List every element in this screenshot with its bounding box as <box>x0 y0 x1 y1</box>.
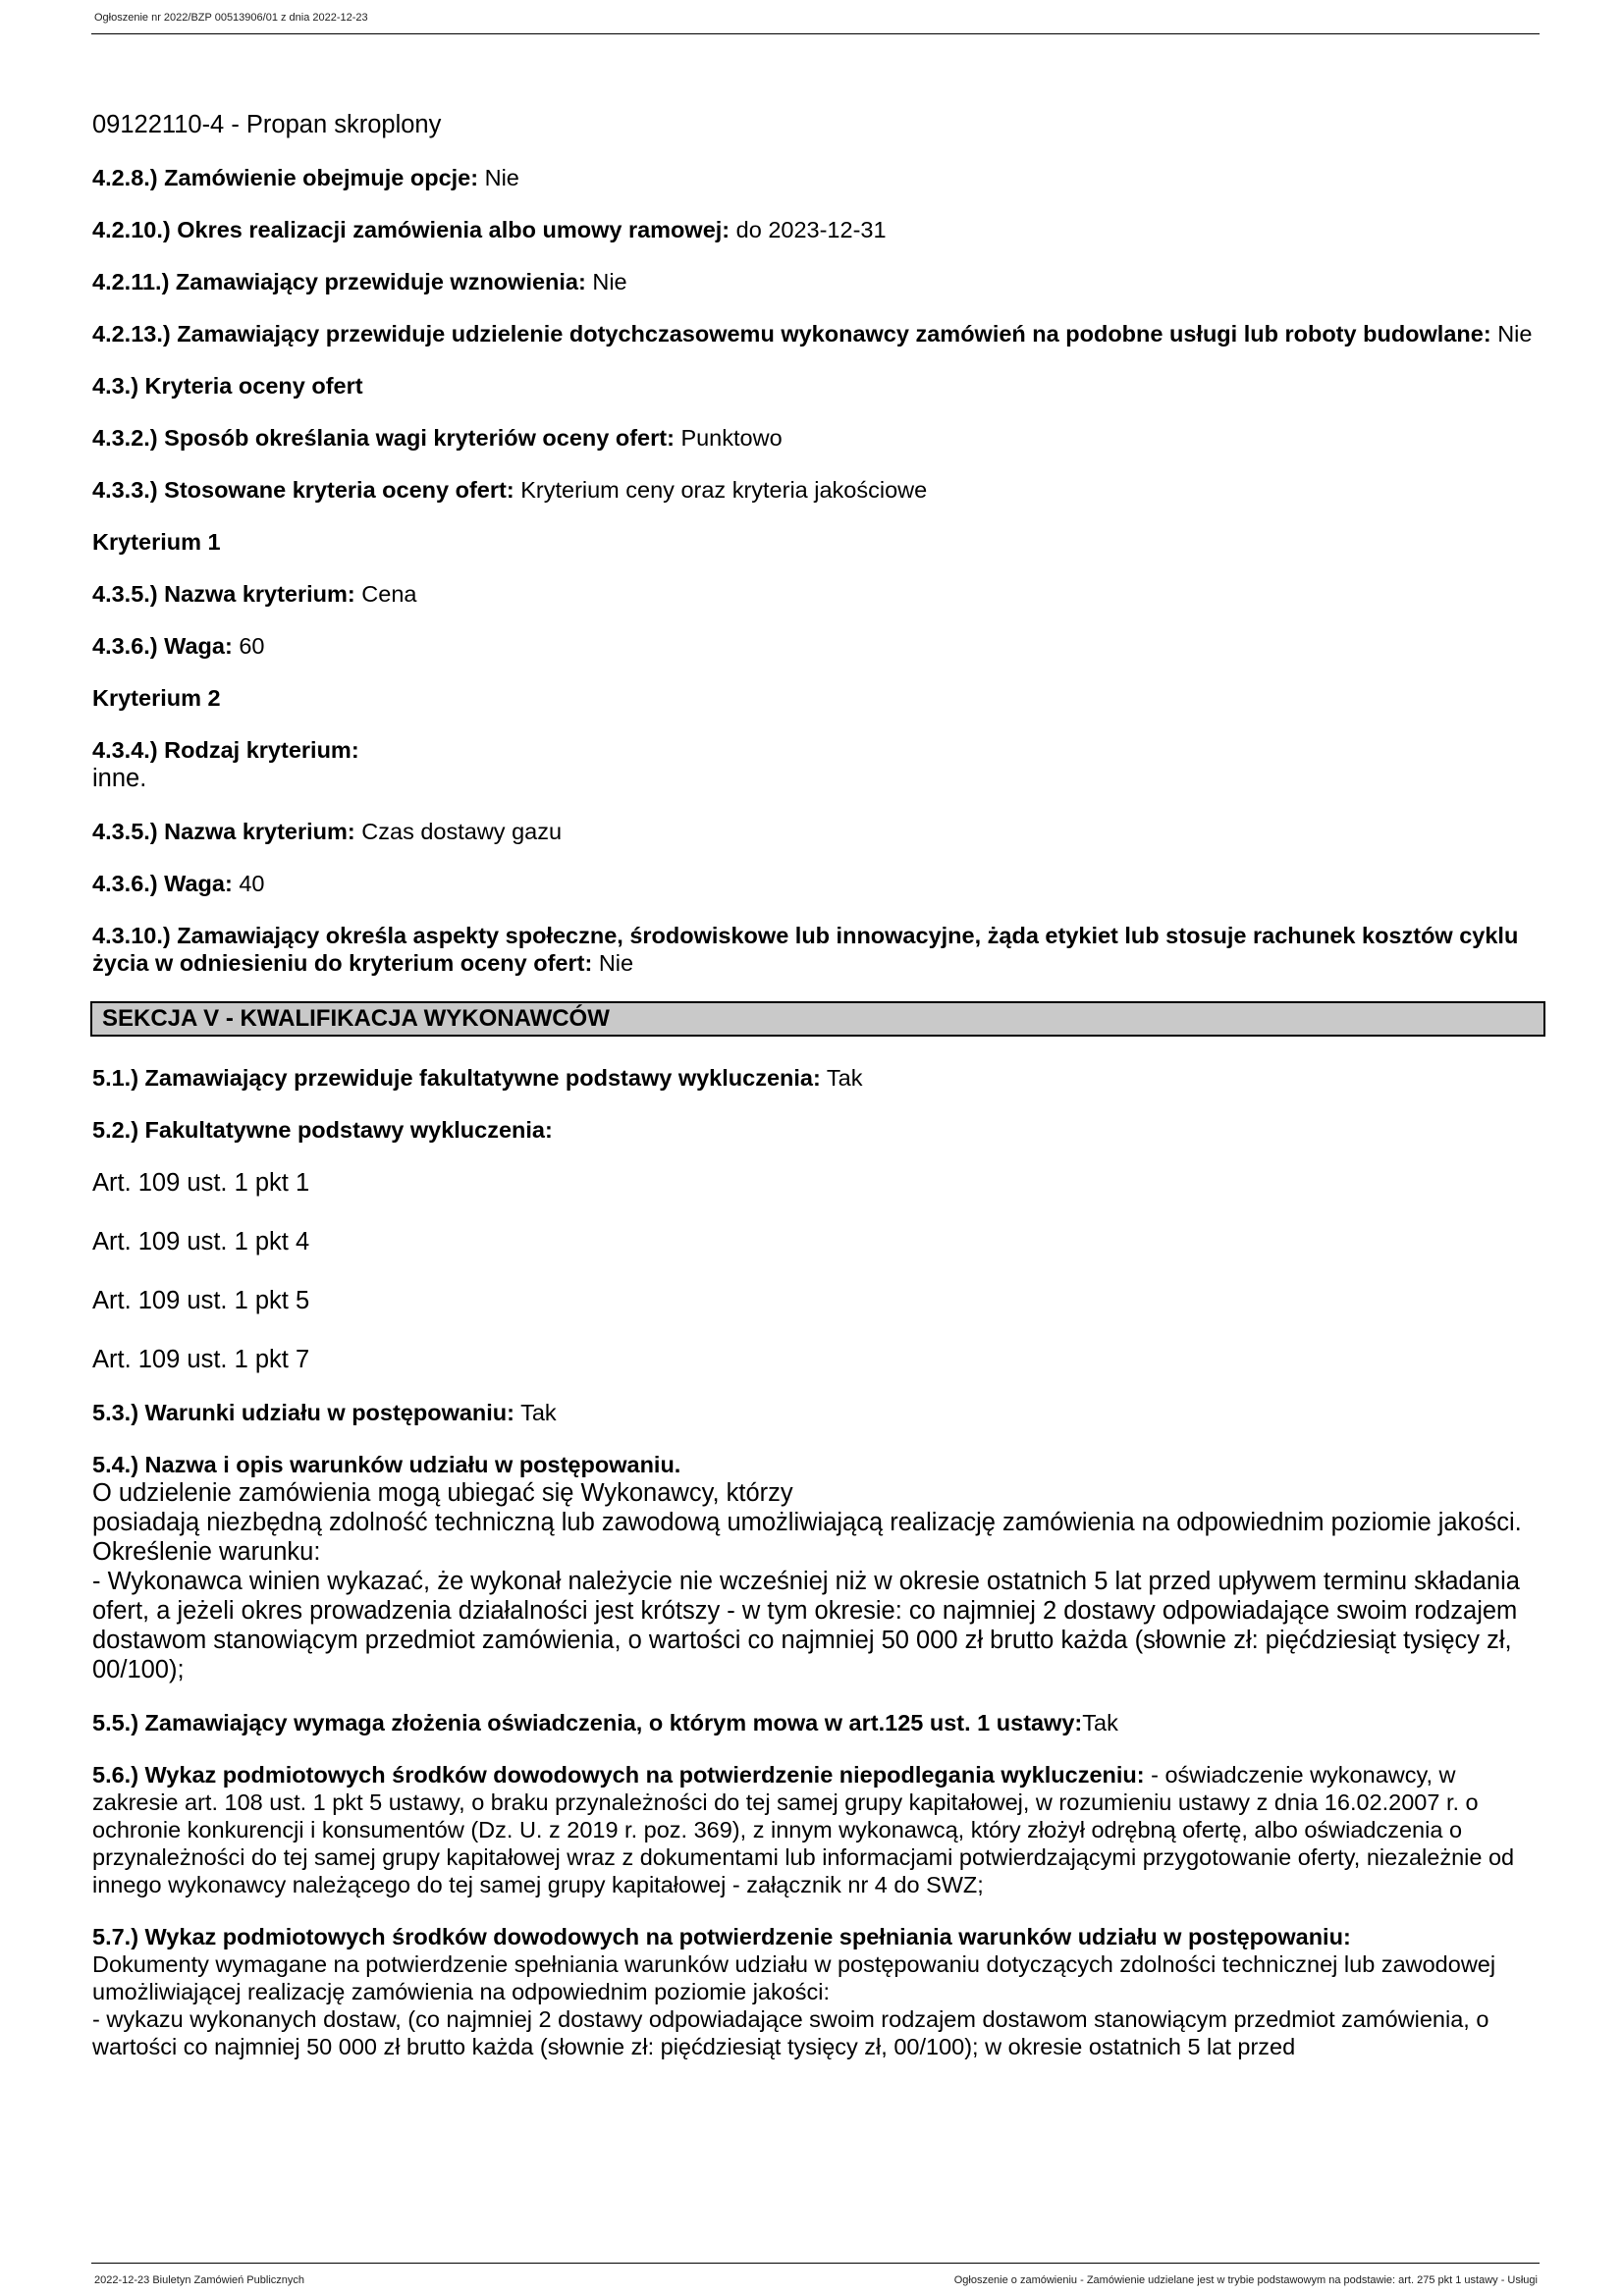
description-line: Dokumenty wymagane na potwierdzenie spełniania warunków udziału w postępowaniu dotyczących zdolności technicznej lub zawodowej umożliwiającej realizację zamówienia na odpowiednim poziomie jakości: <box>92 1951 1496 2004</box>
field-criterion-weight <box>92 870 1545 897</box>
field-label: 4.3.6.) Waga: <box>92 871 233 896</box>
field-criterion-weight <box>92 632 1545 660</box>
description-line: posiadają niezbędną zdolność techniczną lub zawodową umożliwiającą realizację zamówienia na odpowiednim poziomie jakości. <box>92 1509 1522 1536</box>
field-label: 5.2.) Fakultatywne podstawy wykluczenia: <box>92 1117 553 1143</box>
exclusion-ground: Art. 109 ust. 1 pkt 1 <box>92 1169 310 1197</box>
field-criterion-name <box>92 818 1545 845</box>
field-value: 60 <box>239 633 265 659</box>
field-value: Nie <box>1497 321 1533 347</box>
heading-criteria <box>92 372 1545 400</box>
field-label: Kryterium 1 <box>92 529 221 555</box>
field-label: 4.3.3.) Stosowane kryteria oceny ofert: <box>92 477 514 503</box>
description-line: Określenie warunku: <box>92 1538 321 1566</box>
field-options <box>92 164 1545 191</box>
field-weighting-method <box>92 424 1545 452</box>
field-conditions-evidence <box>92 1923 1545 2060</box>
field-criterion-name <box>92 580 1545 608</box>
field-value: Nie <box>598 950 634 976</box>
field-label: 5.5.) Zamawiający wymaga złożenia oświadczenia, o którym mowa w art.125 ust. 1 ustawy: <box>92 1710 1083 1735</box>
section-heading: SEKCJA V - KWALIFIKACJA WYKONAWCÓW <box>90 1001 1545 1037</box>
heading-criterion-1 <box>92 528 1545 556</box>
field-criterion-type <box>92 736 1545 793</box>
field-label: Kryterium 2 <box>92 685 221 711</box>
field-exclusion-evidence <box>92 1761 1545 1898</box>
field-value: Czas dostawy gazu <box>361 819 563 844</box>
heading-criterion-2 <box>92 684 1545 712</box>
field-value: Punktowo <box>680 425 783 451</box>
field-conditions-description <box>92 1451 1545 1684</box>
field-value: - oświadczenie wykonawcy, w zakresie art. 108 ust. 1 pkt 5 ustawy, o braku przynależności do tej samej grupy kapitałowej, w rozumieniu ustawy z dnia 16.02.2007 r. o ochronie konkurencji i konsumentów (Dz. U. z 2019 r. poz. 369), z innym wykonawcą, który złożył odrębną ofertę, albo oświadczenia o przynależności do tej samej grupy kapitałowej wraz z dokumentami lub informacjami potwierdzającymi przygotowanie oferty, niezależnie od innego wykonawcy należącego do tej samej grupy kapitałowej - załącznik nr 4 do SWZ; <box>92 1762 1515 1897</box>
description-line: O udzielenie zamówienia mogą ubiegać się Wykonawcy, którzy <box>92 1479 793 1507</box>
footer-divider <box>91 2263 1540 2264</box>
footer-left: 2022-12-23 Biuletyn Zamówień Publicznych <box>94 2274 305 2286</box>
field-statement-required <box>92 1709 1545 1736</box>
field-value: Kryterium ceny oraz kryteria jakościowe <box>520 477 928 503</box>
field-label: 4.3.) Kryteria oceny ofert <box>92 373 363 399</box>
field-renewals <box>92 268 1545 295</box>
description-line: - wykazu wykonanych dostaw, (co najmniej 2 dostawy odpowiadające swoim rodzajem dostawom stanowiącym przedmiot zamówienia, o wartości co najmniej 50 000 zł brutto każda (słownie zł: pięćdziesiąt tysięcy zł, 00/100); w okresie ostatnich 5 lat przed <box>92 2006 1489 2059</box>
field-value: Cena <box>361 581 417 607</box>
field-value: inne. <box>92 765 147 792</box>
description-line: - Wykonawca winien wykazać, że wykonał należycie nie wcześniej niż w okresie ostatnich 5 lat przed upływem terminu składania ofert, a jeżeli okres prowadzenia działalności jest krótszy - w tym okresie: co najmniej 2 dostawy odpowiadające swoim rodzajem dostawom stanowiącym przedmiot zamówienia, o wartości co najmniej 50 000 zł brutto każda (słownie zł: pięćdziesiąt tysięcy zł, 00/100); <box>92 1568 1520 1683</box>
document-body <box>92 110 1545 2060</box>
field-value: Nie <box>592 269 627 294</box>
field-label: 4.3.5.) Nazwa kryterium: <box>92 819 355 844</box>
field-label: 5.3.) Warunki udziału w postępowaniu: <box>92 1400 514 1425</box>
field-applied-criteria <box>92 476 1545 504</box>
field-optional-exclusion <box>92 1064 1545 1092</box>
header-divider <box>91 33 1540 34</box>
field-label: 5.1.) Zamawiający przewiduje fakultatywne podstawy wykluczenia: <box>92 1065 821 1091</box>
field-social-aspects <box>92 922 1545 977</box>
field-label: 4.3.6.) Waga: <box>92 633 233 659</box>
field-value: Tak <box>1082 1710 1118 1735</box>
field-value: 40 <box>239 871 265 896</box>
cpv-code: 09122110-4 - Propan skroplony <box>92 111 442 138</box>
field-label: 5.6.) Wykaz podmiotowych środków dowodowych na potwierdzenie niepodlegania wykluczeniu: <box>92 1762 1145 1788</box>
field-value: do 2023-12-31 <box>735 217 887 242</box>
field-value: Tak <box>826 1065 863 1091</box>
field-similar-orders <box>92 320 1545 347</box>
field-exclusion-grounds <box>92 1116 1545 1144</box>
field-value: Nie <box>484 165 519 190</box>
field-label: 4.2.8.) Zamówienie obejmuje opcje: <box>92 165 479 190</box>
footer-right: Ogłoszenie o zamówieniu - Zamówienie udzielane jest w trybie podstawowym na podstawie: art. 275 pkt 1 ustawy - Usługi <box>953 2274 1538 2286</box>
field-realization-period <box>92 216 1545 243</box>
field-label: 5.7.) Wykaz podmiotowych środków dowodowych na potwierdzenie spełniania warunków udziału w postępowaniu: <box>92 1924 1351 1949</box>
field-label: 4.3.2.) Sposób określania wagi kryteriów oceny ofert: <box>92 425 675 451</box>
exclusion-ground: Art. 109 ust. 1 pkt 7 <box>92 1346 310 1373</box>
field-label: 4.2.10.) Okres realizacji zamówienia albo umowy ramowej: <box>92 217 730 242</box>
field-value: Tak <box>520 1400 557 1425</box>
field-label: 4.2.11.) Zamawiający przewiduje wznowienia: <box>92 269 586 294</box>
exclusion-ground: Art. 109 ust. 1 pkt 5 <box>92 1287 310 1314</box>
field-label: 4.3.10.) Zamawiający określa aspekty społeczne, środowiskowe lub innowacyjne, żąda etykiet lub stosuje rachunek kosztów cyklu życia w odniesieniu do kryterium oceny ofert: <box>92 923 1519 976</box>
field-participation-conditions <box>92 1399 1545 1426</box>
page-header: Ogłoszenie nr 2022/BZP 00513906/01 z dnia 2022-12-23 <box>94 12 368 24</box>
field-label: 4.3.5.) Nazwa kryterium: <box>92 581 355 607</box>
field-label: 4.2.13.) Zamawiający przewiduje udzielenie dotychczasowemu wykonawcy zamówień na podobne usługi lub roboty budowlane: <box>92 321 1491 347</box>
field-label: 5.4.) Nazwa i opis warunków udziału w postępowaniu. <box>92 1452 681 1477</box>
exclusion-ground: Art. 109 ust. 1 pkt 4 <box>92 1228 310 1255</box>
field-label: 4.3.4.) Rodzaj kryterium: <box>92 737 359 763</box>
